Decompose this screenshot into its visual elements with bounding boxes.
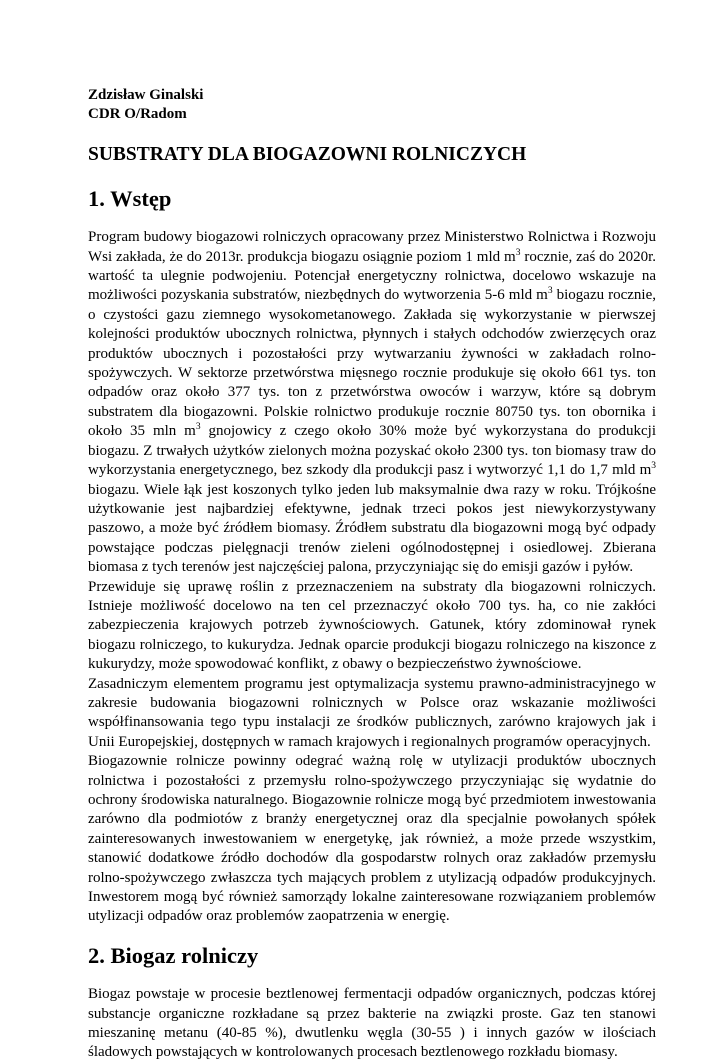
paragraph: Biogazownie rolnicze powinny odegrać ważną rolę w utylizacji produktów ubocznych rolnictwa i pozostałości z przemysłu rolno-spożywczego przyczyniając się wydatnie do ochrony środowiska naturalnego. Biogazownie rolnicze mogą być przedmiotem inwestowania zarówno dla podmiotów z branży energetycznej oraz dla specjalnie powołanych spółek zainteresowanych inwestowaniem w energetykę, jak również, a może przede wszystkim, stanowić dodatkowe źródło dochodów dla gospodarstw rolnych oraz zakładów przemysłu rolno-spożywczego zwłaszcza tych mających problem z utylizacją odpadów produkcyjnych. Inwestorem mogą być również samorządy lokalne zainteresowane rozwiązaniem problemów utylizacji odpadów oraz problemów zaopatrzenia w energię. [88, 753, 656, 925]
paragraph: Zasadniczym elementem programu jest optymalizacja systemu prawno-administracyjnego w zakresie budowania biogazowni rolnicznych w Polsce oraz wskazanie możliwości współfinansowania tego typu instalacji ze środków publicznych, zarówno krajowych jak i Unii Europejskiej, dostępnych w ramach krajowych i regionalnych programów operacyjnych. [88, 675, 656, 750]
section-heading-intro: 1. Wstęp [88, 185, 172, 211]
document-title: SUBSTRATY DLA BIOGAZOWNI ROLNICZYCH [88, 143, 527, 165]
document-page [88, 86, 656, 1063]
superscript: 3 [515, 247, 521, 258]
author-name: Zdzisław Ginalski [88, 87, 204, 103]
section-heading-biogas: 2. Biogaz rolniczy [88, 942, 259, 968]
paragraph: Przewiduje się uprawę roślin z przeznaczeniem na substraty dla biogazowni rolniczych. Istnieje możliwość docelowo na ten cel przeznaczyć około 700 tys. ha, co nie zakłóci zabezpieczenia krajowych potrzeb żywnościowych. Gatunek, który zdominował rynek biogazu rolniczego, to kukurydza. Jednak oparcie produkcji biogazu rolniczego na kiszonce z kukurydzy, może spowodować konflikt, z obawy o bezpieczeństwo żywnościowe. [88, 578, 656, 673]
superscript: 3 [195, 422, 201, 433]
author-affiliation: CDR O/Radom [88, 106, 187, 123]
superscript: 3 [547, 286, 553, 297]
superscript: 3 [651, 461, 656, 472]
paragraph: Biogaz powstaje w procesie beztlenowej fermentacji odpadów organicznych, podczas której substancje organiczne rozkładane są przez bakterie na związki proste. Gaz ten stanowi mieszaninę metanu (40-85 %), dwutlenku węgla (30-55 ) i innych gazów w ilościach śladowych powstających w kontrolowanych procesach beztlenowego rozkładu biomasy. [88, 986, 656, 1061]
paragraph: Program budowy biogazowi rolniczych opracowany przez Ministerstwo Rolnictwa i Rozwoju Wsi zakłada, że do 2013r. produkcja biogazu osiągnie poziom 1 mld $m^3$ rocznie, zaś do 2020r. wartość ta ulegnie podwojeniu. Potencjał energetyczny rolnictwa, docelowo wskazuje na możliwości pozyskania substratów, niezbędnych do wytworzenia 5-6 mld $m^3$ biogazu rocznie, o czystości gazu ziemnego wysokometanowego. Zakłada się wykorzystanie w pierwszej kolejności produktów ubocznych rolnictwa, płynnych i stałych odchodów zwierzęcych oraz produktów ubocznych i pozostałości przy wytwarzaniu żywności w zakładach rolno-spożywczych. W sektorze przetwórstwa mięsnego rocznie produkuje się około 661 tys. ton odpadów oraz około 377 tys. ton z przetwórstwa owoców i warzyw, które są dobrym substratem dla biogazowni. Polskie rolnictwo produkuje rocznie 80750 tys. ton obornika i około 35 mln $m^3$ gnojowicy z czego około 30% może być wykorzystana do produkcji biogazu. Z trwałych użytków zielonych można pozyskać około 2300 tys. ton biomasy traw do wykorzystania energetycznego, bez szkody dla produkcji pasz i wytworzyć 1,1 do 1,7 mld $m^3$ biogazu. Wiele łąk jest koszonych tylko jeden lub maksymalnie dwa razy w roku. Trójkośne użytkowanie jest najbardziej efektywne, jednak trzeci pokos jest niewykorzystywany paszowo, a może być źródłem biomasy. Źródłem substratu dla biogazowni mogą być odpady powstające podczas pielęgnacji trenów zieleni ogólnodostępnej i osiedlowej. Zbierana biomasa z tych terenów jest najczęściej palona, przyczyniając się do emisji gazów i pyłów. [88, 229, 657, 576]
